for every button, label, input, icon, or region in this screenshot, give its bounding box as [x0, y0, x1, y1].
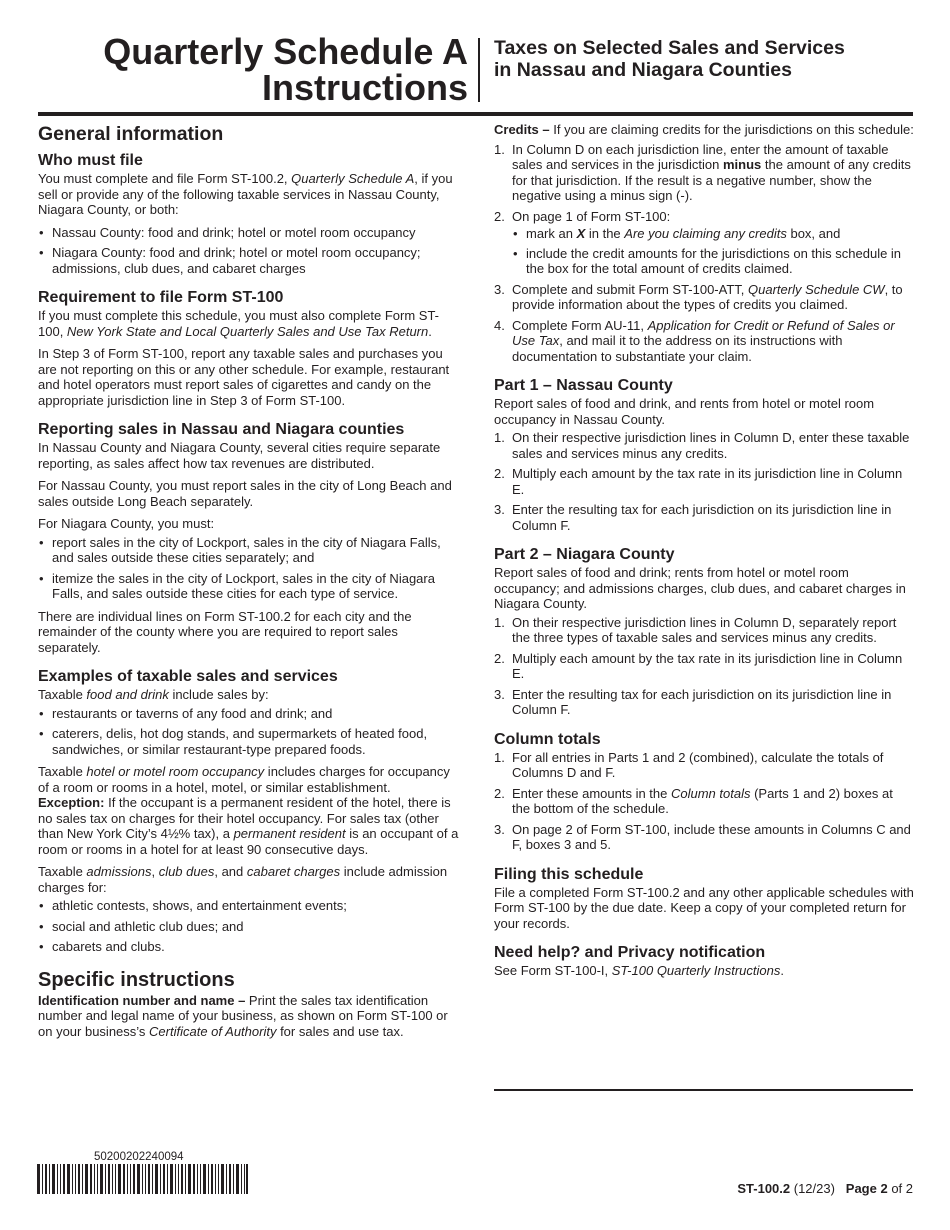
- subtitle-line-1: Taxes on Selected Sales and Services: [494, 37, 845, 59]
- list-item: 2. Enter these amounts in the Column totals (Parts 1 and 2) boxes at the bottom of the schedule.: [494, 785, 893, 816]
- examples-list-food: [38, 706, 460, 758]
- barcode-icon: [37, 1164, 248, 1194]
- page-label: Page 2: [845, 1181, 888, 1196]
- examples-text-3: Taxable admissions, club dues, and cabaret charges include admission charges for:: [38, 864, 448, 895]
- reporting-text-4: There are individual lines on Form ST-100.2 for each city and the remainder of the county where you are required to report sales separately.: [38, 608, 412, 655]
- help-heading: Need help? and Privacy notification: [494, 944, 766, 961]
- identification-text: Identification number and name – Print the sales tax identification number and legal name of your business, as shown on Form ST-100 or on your business’s Certificate of Authority for sales and use tax.: [38, 992, 448, 1039]
- who-must-file-heading: Who must file: [38, 152, 143, 169]
- form-id: ST-100.2: [737, 1181, 791, 1196]
- help-section: [494, 943, 914, 979]
- specific-instructions-section: [38, 969, 460, 1040]
- part1-section: [494, 376, 914, 533]
- list-item: 3. Enter the resulting tax for each jurisdiction on its jurisdiction line in Column F.: [494, 686, 892, 717]
- column-totals-heading: Column totals: [494, 730, 601, 748]
- form-date: (12/23): [790, 1181, 835, 1196]
- reporting-text-3: For Niagara County, you must:: [38, 516, 215, 531]
- list-item: 1. In Column D on each jurisdiction line, enter the amount of taxable sales and services in the jurisdiction minus the amount of any credits for that jurisdiction. If the result is a negative number, show the negative using a minus sign (-).: [494, 141, 911, 203]
- header-divider: [478, 38, 480, 102]
- list-item: • athletic contests, shows, and entertainment events;: [38, 898, 460, 914]
- title-line-2: Instructions: [261, 67, 468, 108]
- who-must-file-section: [38, 151, 460, 276]
- list-item: 1. On their respective jurisdiction lines in Column D, enter these taxable sales and services minus any credits.: [494, 430, 910, 461]
- filing-section: [494, 865, 914, 932]
- part2-list: [494, 615, 914, 718]
- general-information-heading: General information: [38, 123, 224, 145]
- part1-heading: Part 1 – Nassau County: [494, 377, 673, 394]
- subtitle-line-2: in Nassau and Niagara Counties: [494, 59, 792, 81]
- help-text: See Form ST-100-I, ST-100 Quarterly Instructions.: [494, 963, 784, 978]
- list-item: • restaurants or taverns of any food and drink; and: [38, 706, 460, 722]
- list-item: • report sales in the city of Lockport, sales in the city of Niagara Falls, and sales outside these cities separately; and: [38, 535, 460, 566]
- list-item: 2. Multiply each amount by the tax rate in its jurisdiction line in Column E.: [494, 650, 903, 681]
- reporting-text-1: In Nassau County and Niagara County, several cities require separate reporting, as sales affect how tax revenues are distributed.: [38, 440, 441, 471]
- reporting-section: [38, 420, 460, 655]
- part1-list: [494, 430, 914, 533]
- examples-list-admissions: [38, 898, 460, 955]
- who-must-file-list: [38, 225, 460, 277]
- examples-section: [38, 667, 460, 955]
- list-item: 1. On their respective jurisdiction lines in Column D, separately report the three types of taxable sales and services minus any credits.: [494, 614, 897, 645]
- list-item: • include the credit amounts for the jurisdictions on this schedule in the box for the total amount of credits claimed.: [512, 246, 914, 277]
- list-item: 2. Multiply each amount by the tax rate in its jurisdiction line in Column E.: [494, 466, 903, 497]
- end-rule: [494, 1089, 913, 1091]
- list-item: 3. Enter the resulting tax for each jurisdiction on its jurisdiction line in Column F.: [494, 502, 892, 533]
- requirement-heading: Requirement to file Form ST-100: [38, 289, 284, 306]
- part1-intro: Report sales of food and drink, and rents from hotel or motel room occupancy in Nassau County.: [494, 396, 875, 427]
- requirement-text-1: If you must complete this schedule, you must also complete Form ST-100, New York State and Local Quarterly Sales and Use Tax Return.: [38, 308, 439, 339]
- examples-text-1: Taxable food and drink include sales by:: [38, 687, 269, 702]
- reporting-list: [38, 535, 460, 602]
- list-item: 1. For all entries in Parts 1 and 2 (combined), calculate the totals of Columns D and F.: [494, 749, 884, 780]
- header-rule: [38, 112, 913, 116]
- list-item: • caterers, delis, hot dog stands, and supermarkets of heated food, sandwiches, or similar restaurant-type prepared foods.: [38, 726, 460, 757]
- list-item: 3. On page 2 of Form ST-100, include these amounts in Columns C and F, boxes 3 and 5.: [494, 821, 911, 852]
- right-column: [494, 122, 914, 991]
- part2-section: [494, 545, 914, 718]
- filing-heading: Filing this schedule: [494, 865, 644, 883]
- page-subtitle: [494, 37, 914, 81]
- page-of: of 2: [887, 1181, 913, 1196]
- title-line-1: Quarterly Schedule A: [103, 31, 468, 72]
- credits-sublist: [512, 226, 914, 277]
- list-item: 3. Complete and submit Form ST-100-ATT, Quarterly Schedule CW, to provide information about the types of credits you claimed.: [494, 281, 903, 312]
- credits-intro: Credits – If you are claiming credits for the jurisdictions on this schedule:: [494, 122, 914, 137]
- column-totals-section: [494, 730, 914, 853]
- requirement-section: [38, 288, 460, 408]
- barcode-number: 50200202240094: [94, 1151, 184, 1163]
- credits-section: [494, 122, 914, 364]
- reporting-heading: Reporting sales in Nassau and Niagara counties: [38, 421, 405, 438]
- filing-text: File a completed Form ST-100.2 and any other applicable schedules with Form ST-100 by the due date. Keep a copy of your completed return for your records.: [494, 884, 914, 931]
- page-title: [38, 31, 468, 108]
- list-item: • Nassau County: food and drink; hotel or motel room occupancy: [38, 225, 460, 241]
- examples-heading: Examples of taxable sales and services: [38, 668, 338, 685]
- reporting-text-2: For Nassau County, you must report sales in the city of Long Beach and sales outside Long Beach separately.: [38, 478, 452, 509]
- part2-heading: Part 2 – Niagara County: [494, 546, 675, 563]
- who-must-file-text: You must complete and file Form ST-100.2, Quarterly Schedule A, if you sell or provide any of the following taxable services in Nassau County, Niagara County, or both:: [38, 171, 453, 217]
- column-totals-list: [494, 750, 914, 853]
- requirement-text-2: In Step 3 of Form ST-100, report any taxable sales and purchases you are not reporting on this or any other schedule. For example, restaurant and hotel operators must report sales of cigarettes and candy on the appropriate jurisdiction line in Step 3 of Form ST-100.: [38, 346, 450, 408]
- specific-instructions-heading: Specific instructions: [38, 968, 235, 991]
- list-item: • Niagara County: food and drink; hotel or motel room occupancy; admissions, club dues, and cabaret charges: [38, 245, 460, 276]
- page-footer: [737, 1181, 913, 1196]
- left-column: [38, 123, 460, 1046]
- examples-text-2: Taxable hotel or motel room occupancy includes charges for occupancy of a room or rooms in a hotel, motel, or similar establishment. Exception: If the occupant is a permanent resident of the hotel, there is no sales tax on charges for their hotel occupancy. For sales tax (other than New York City’s 4½% tax), a permanent resident is an occupant of a room or rooms in a hotel for at least 90 consecutive days.: [38, 764, 459, 857]
- list-item: • mark an X in the Are you claiming any credits box, and: [512, 226, 914, 242]
- list-item: • social and athletic club dues; and: [38, 919, 460, 935]
- list-item: • itemize the sales in the city of Lockport, sales in the city of Niagara Falls, and sales outside these cities for each type of service.: [38, 571, 460, 602]
- list-item: 4. Complete Form AU-11, Application for Credit or Refund of Sales or Use Tax, and mail it to the address on its instructions with documentation to substantiate your claim.: [494, 317, 895, 364]
- list-item: • cabarets and clubs.: [38, 939, 460, 955]
- credits-list: [494, 142, 914, 365]
- part2-intro: Report sales of food and drink; rents from hotel or motel room occupancy; and admissions charges, club dues, and cabaret charges in Niagara County.: [494, 565, 906, 611]
- list-item: 2. On page 1 of Form ST-100: • mark an X in the Are you claiming any credits box, and • include the credit amounts for the jurisdictions on this schedule in the box for the total amount of credits claimed.: [494, 209, 914, 277]
